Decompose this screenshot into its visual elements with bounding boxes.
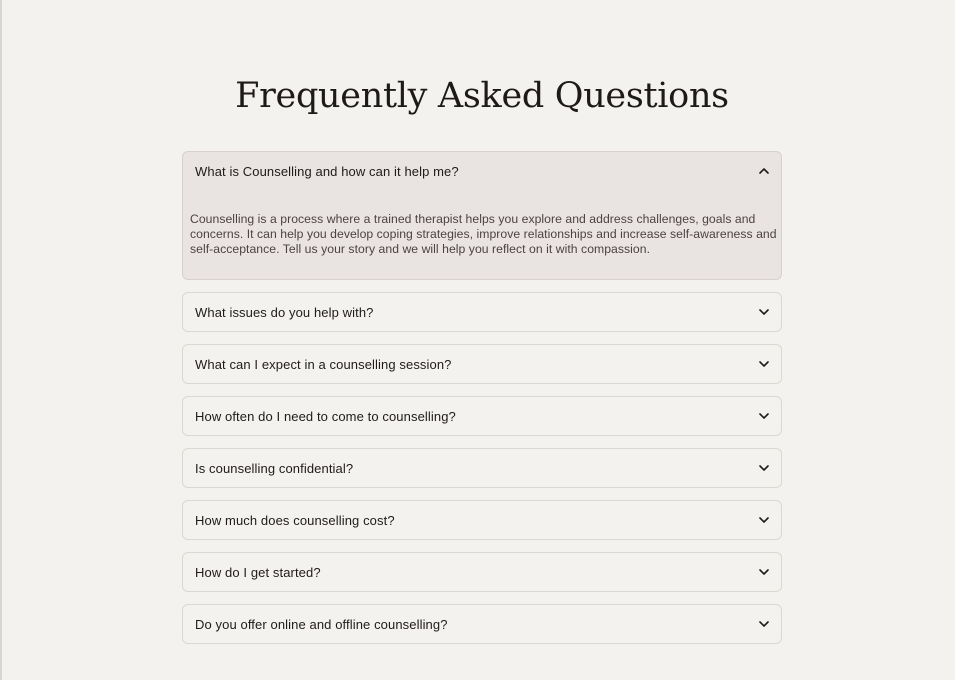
faq-question-toggle[interactable] (183, 605, 781, 643)
chevron-down-icon[interactable] (758, 566, 770, 578)
faq-question-text: How much does counselling cost? (195, 512, 395, 528)
faq-item (182, 396, 782, 436)
faq-item (182, 344, 782, 384)
faq-question-toggle[interactable] (183, 553, 781, 591)
faq-question-text: What can I expect in a counselling session? (195, 356, 452, 372)
faq-question-toggle[interactable] (183, 152, 781, 190)
faq-question-text: Do you offer online and offline counselling? (195, 616, 448, 632)
chevron-down-icon[interactable] (758, 514, 770, 526)
faq-question-text: What is Counselling and how can it help me? (195, 163, 459, 179)
faq-item (182, 448, 782, 488)
faq-item (182, 292, 782, 332)
faq-question-toggle[interactable] (183, 501, 781, 539)
chevron-down-icon[interactable] (758, 462, 770, 474)
chevron-down-icon[interactable] (758, 618, 770, 630)
faq-question-toggle[interactable] (183, 397, 781, 435)
page-title: Frequently Asked Questions (235, 76, 729, 116)
faq-item (182, 151, 782, 280)
faq-item (182, 552, 782, 592)
faq-item (182, 500, 782, 540)
faq-question-text: Is counselling confidential? (195, 460, 354, 476)
faq-accordion (182, 151, 782, 656)
chevron-down-icon[interactable] (758, 358, 770, 370)
faq-answer-text: Counselling is a process where a trained therapist helps you explore and address challenges, goals and concerns. It can help you develop coping strategies, improve relationships and increase self-awareness and self-acceptance. Tell us your story and we will help you reflect on it with compassion. (190, 212, 777, 256)
faq-question-toggle[interactable] (183, 345, 781, 383)
faq-question-toggle[interactable] (183, 293, 781, 331)
faq-question-text: How often do I need to come to counselling? (195, 408, 456, 424)
faq-question-text: How do I get started? (195, 564, 321, 580)
faq-question-toggle[interactable] (183, 449, 781, 487)
chevron-down-icon[interactable] (758, 410, 770, 422)
faq-question-text: What issues do you help with? (195, 304, 374, 320)
faq-item (182, 604, 782, 644)
chevron-up-icon[interactable] (758, 165, 770, 177)
chevron-down-icon[interactable] (758, 306, 770, 318)
